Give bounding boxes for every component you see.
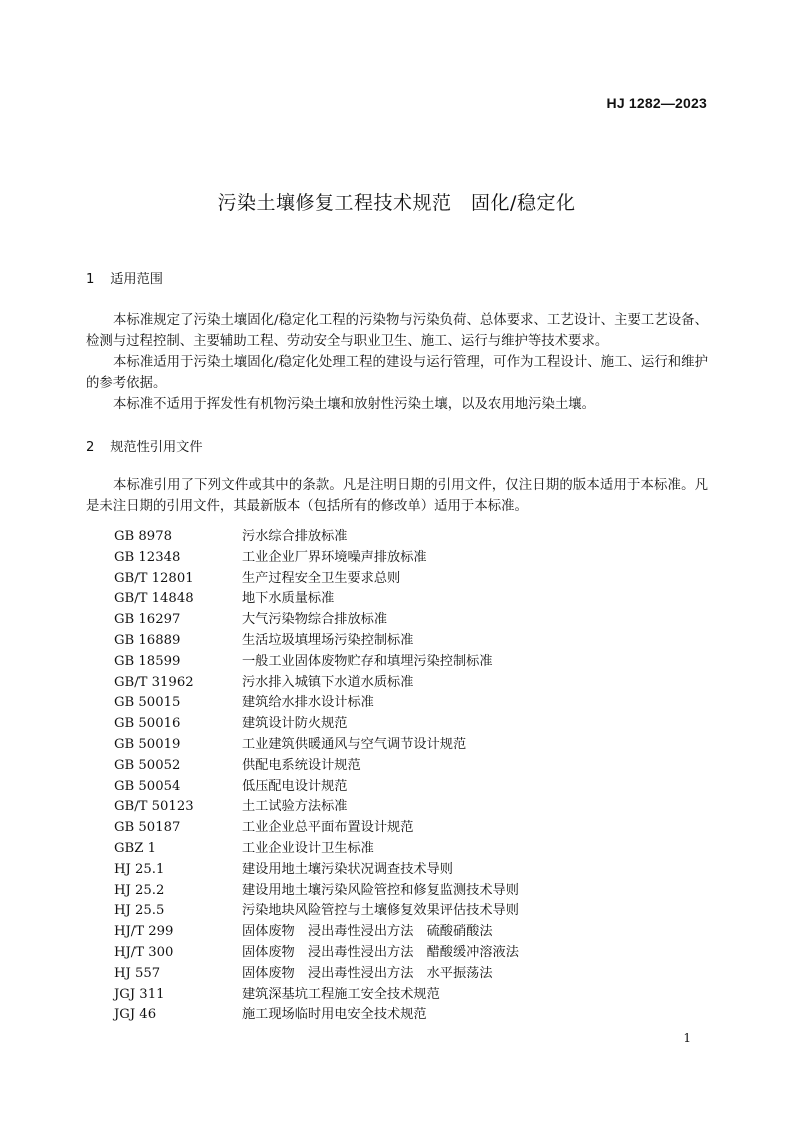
reference-code: HJ 25.2 — [114, 882, 165, 898]
reference-code: GB 50187 — [114, 820, 181, 836]
reference-code: HJ 25.5 — [114, 903, 165, 919]
document-title: 污染土壤修复工程技术规范 固化/稳定化 — [217, 192, 576, 214]
section-1-paragraph-2: 本标准适用于污染土壤固化/稳定化处理工程的建设与运行管理，可作为工程设计、施工、运行和维护的参考依据。 — [86, 355, 708, 391]
reference-name: 污水综合排放标准 — [242, 529, 348, 544]
reference-item — [114, 735, 519, 756]
section-1-heading — [86, 268, 163, 287]
reference-name: 污染地块风险管控与土壤修复效果评估技术导则 — [242, 903, 519, 919]
reference-code: GB 16889 — [114, 632, 181, 648]
reference-item — [114, 589, 519, 610]
reference-name: 建筑设计防火规范 — [242, 716, 348, 732]
reference-item — [114, 922, 519, 943]
reference-code: GB 12348 — [114, 549, 181, 565]
reference-code: GB 18599 — [114, 653, 181, 669]
page-number: 1 — [683, 1031, 691, 1045]
reference-code: GB 50015 — [114, 695, 181, 711]
reference-list — [114, 527, 519, 1026]
reference-name: 工业企业总平面布置设计规范 — [242, 820, 414, 836]
reference-name: 土工试验方法标准 — [242, 799, 348, 815]
reference-name: 固体废物 浸出毒性浸出方法 硫酸硝酸法 — [242, 924, 493, 940]
reference-code: GB/T 50123 — [114, 799, 194, 815]
section-1-title: 适用范围 — [110, 272, 163, 287]
reference-code: JGJ 311 — [114, 986, 165, 1002]
reference-name: 建筑给水排水设计标准 — [242, 695, 374, 711]
reference-name: 固体废物 浸出毒性浸出方法 醋酸缓冲溶液法 — [242, 944, 519, 960]
reference-code: GB/T 14848 — [114, 591, 194, 607]
reference-code: GB 16297 — [114, 612, 181, 628]
reference-name: 大气污染物综合排放标准 — [242, 612, 388, 628]
reference-item — [114, 777, 519, 798]
section-1-number: 1 — [86, 272, 95, 287]
reference-code: GB/T 12801 — [114, 570, 194, 586]
reference-name: 建设用地土壤污染风险管控和修复监测技术导则 — [242, 882, 519, 898]
reference-item — [114, 610, 519, 631]
reference-item — [114, 1005, 519, 1026]
reference-name: 生产过程安全卫生要求总则 — [242, 570, 401, 586]
reference-item — [114, 797, 519, 818]
section-2-intro: 本标准引用了下列文件或其中的条款。凡是注明日期的引用文件，仅注日期的版本适用于本标准。凡是未注日期的引用文件，其最新版本（包括所有的修改单）适用于本标准。 — [86, 478, 708, 514]
reference-item — [114, 527, 519, 548]
reference-code: HJ 557 — [114, 965, 161, 981]
reference-item — [114, 673, 519, 694]
reference-name: 工业企业厂界环境噪声排放标准 — [242, 549, 427, 565]
reference-item — [114, 881, 519, 902]
reference-item — [114, 985, 519, 1006]
section-2-number: 2 — [86, 440, 95, 455]
reference-item — [114, 714, 519, 735]
reference-name: 污水排入城镇下水道水质标准 — [242, 674, 414, 690]
reference-name: 供配电系统设计规范 — [242, 757, 361, 773]
reference-name: 地下水质量标准 — [242, 591, 335, 607]
reference-item — [114, 964, 519, 985]
reference-name: 低压配电设计规范 — [242, 778, 348, 794]
reference-code: HJ 25.1 — [114, 861, 165, 877]
reference-item — [114, 693, 519, 714]
reference-code: GB 8978 — [114, 529, 172, 544]
reference-item — [114, 652, 519, 673]
reference-name: 建筑深基坑工程施工安全技术规范 — [242, 986, 440, 1002]
reference-item — [114, 839, 519, 860]
reference-name: 建设用地土壤污染状况调查技术导则 — [242, 861, 453, 877]
reference-code: GB 50019 — [114, 736, 181, 752]
reference-name: 施工现场临时用电安全技术规范 — [242, 1007, 427, 1023]
section-2-title: 规范性引用文件 — [110, 440, 203, 455]
reference-name: 工业企业设计卫生标准 — [242, 840, 374, 856]
reference-code: HJ/T 299 — [114, 924, 174, 940]
reference-name: 生活垃圾填埋场污染控制标准 — [242, 632, 414, 648]
section-2-heading — [86, 436, 203, 455]
reference-code: GB 50052 — [114, 757, 181, 773]
standard-code: HJ 1282—2023 — [606, 95, 707, 111]
reference-code: GBZ 1 — [114, 840, 156, 856]
reference-item — [114, 569, 519, 590]
reference-name: 一般工业固体废物贮存和填埋污染控制标准 — [242, 653, 493, 669]
section-1-paragraph-1: 本标准规定了污染土壤固化/稳定化工程的污染物与污染负荷、总体要求、工艺设计、主要工艺设备、检测与过程控制、主要辅助工程、劳动安全与职业卫生、施工、运行与维护等技术要求。 — [86, 313, 708, 349]
reference-item — [114, 860, 519, 881]
reference-name: 固体废物 浸出毒性浸出方法 水平振荡法 — [242, 965, 493, 981]
reference-item — [114, 943, 519, 964]
reference-code: GB 50054 — [114, 778, 181, 794]
reference-code: HJ/T 300 — [114, 944, 174, 960]
reference-item — [114, 756, 519, 777]
reference-code: GB/T 31962 — [114, 674, 194, 690]
reference-name: 工业建筑供暖通风与空气调节设计规范 — [242, 736, 467, 752]
reference-item — [114, 901, 519, 922]
reference-code: GB 50016 — [114, 716, 181, 732]
reference-item — [114, 548, 519, 569]
reference-code: JGJ 46 — [114, 1007, 157, 1023]
reference-item — [114, 631, 519, 652]
section-1-paragraph-3: 本标准不适用于挥发性有机物污染土壤和放射性污染土壤，以及农用地污染土壤。 — [113, 397, 596, 412]
reference-item — [114, 818, 519, 839]
